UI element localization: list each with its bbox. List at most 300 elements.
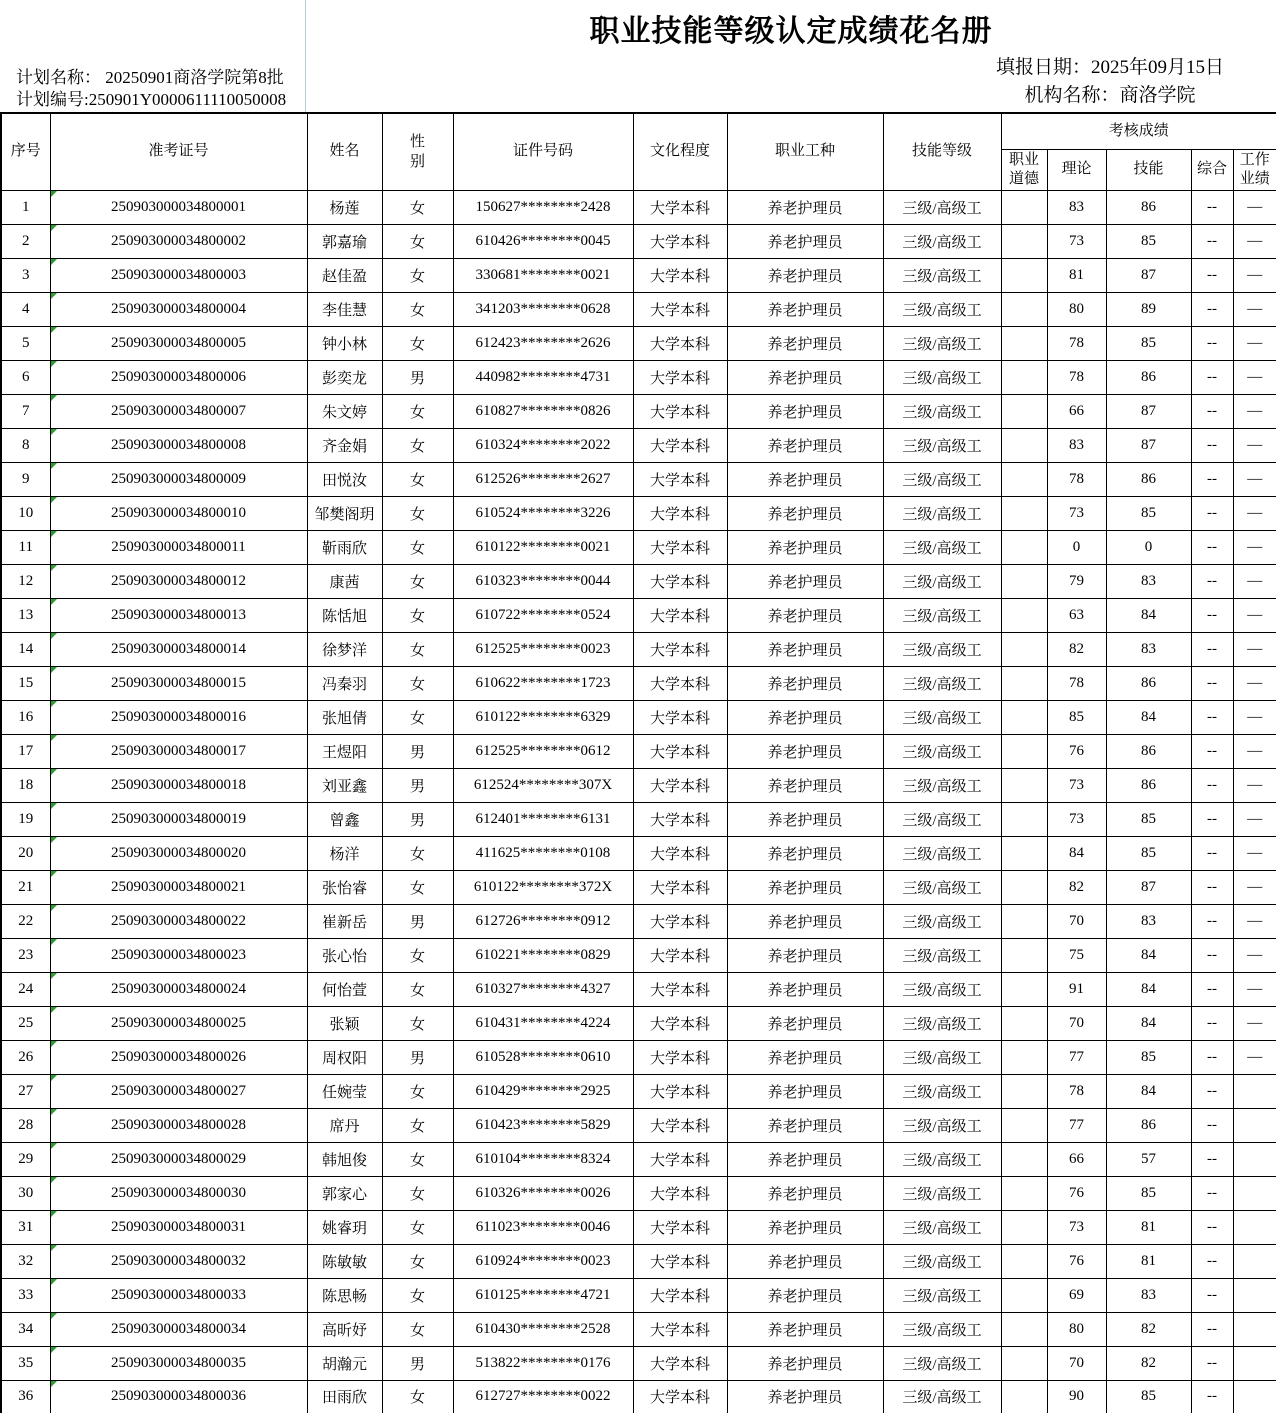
cell-theory-score[interactable]: 82 (1047, 870, 1106, 904)
cell-skill-score[interactable]: 83 (1106, 904, 1191, 938)
cell-skill-level[interactable]: 三级/高级工 (883, 598, 1001, 632)
cell-skill-level[interactable]: 三级/高级工 (883, 904, 1001, 938)
cell-skill-score[interactable]: 84 (1106, 972, 1191, 1006)
cell-ethics-score[interactable] (1001, 1312, 1047, 1346)
cell-education[interactable]: 大学本科 (633, 802, 727, 836)
cell-work-performance[interactable] (1233, 1074, 1276, 1108)
cell-ethics-score[interactable] (1001, 1074, 1047, 1108)
cell-admission-no[interactable]: 250903000034800035 (50, 1346, 307, 1380)
cell-seq[interactable]: 35 (1, 1346, 50, 1380)
cell-gender[interactable]: 女 (382, 1244, 453, 1278)
cell-name[interactable]: 田悦汝 (307, 462, 382, 496)
cell-skill-level[interactable]: 三级/高级工 (883, 1040, 1001, 1074)
cell-gender[interactable]: 女 (382, 1108, 453, 1142)
cell-theory-score[interactable]: 78 (1047, 1074, 1106, 1108)
cell-skill-level[interactable]: 三级/高级工 (883, 326, 1001, 360)
cell-name[interactable]: 郭嘉瑜 (307, 224, 382, 258)
cell-seq[interactable]: 26 (1, 1040, 50, 1074)
cell-skill-score[interactable]: 85 (1106, 1380, 1191, 1413)
cell-gender[interactable]: 女 (382, 870, 453, 904)
cell-skill-score[interactable]: 86 (1106, 190, 1191, 224)
cell-work-performance[interactable]: — (1233, 224, 1276, 258)
cell-occupation[interactable]: 养老护理员 (727, 1210, 883, 1244)
cell-theory-score[interactable]: 76 (1047, 1244, 1106, 1278)
cell-seq[interactable]: 13 (1, 598, 50, 632)
cell-comprehensive-score[interactable]: -- (1191, 530, 1233, 564)
cell-occupation[interactable]: 养老护理员 (727, 530, 883, 564)
cell-admission-no[interactable]: 250903000034800028 (50, 1108, 307, 1142)
cell-occupation[interactable]: 养老护理员 (727, 1074, 883, 1108)
cell-education[interactable]: 大学本科 (633, 1108, 727, 1142)
cell-name[interactable]: 韩旭俊 (307, 1142, 382, 1176)
cell-gender[interactable]: 女 (382, 462, 453, 496)
cell-theory-score[interactable]: 69 (1047, 1278, 1106, 1312)
cell-occupation[interactable]: 养老护理员 (727, 700, 883, 734)
cell-id-no[interactable]: 610125********4721 (453, 1278, 633, 1312)
cell-ethics-score[interactable] (1001, 394, 1047, 428)
cell-occupation[interactable]: 养老护理员 (727, 394, 883, 428)
cell-seq[interactable]: 17 (1, 734, 50, 768)
cell-admission-no[interactable]: 250903000034800011 (50, 530, 307, 564)
cell-work-performance[interactable]: — (1233, 258, 1276, 292)
cell-theory-score[interactable]: 91 (1047, 972, 1106, 1006)
cell-ethics-score[interactable] (1001, 1210, 1047, 1244)
cell-name[interactable]: 郭家心 (307, 1176, 382, 1210)
cell-seq[interactable]: 29 (1, 1142, 50, 1176)
cell-work-performance[interactable]: — (1233, 190, 1276, 224)
cell-skill-score[interactable]: 87 (1106, 394, 1191, 428)
cell-comprehensive-score[interactable]: -- (1191, 1312, 1233, 1346)
cell-comprehensive-score[interactable]: -- (1191, 870, 1233, 904)
cell-seq[interactable]: 3 (1, 258, 50, 292)
cell-comprehensive-score[interactable]: -- (1191, 972, 1233, 1006)
cell-skill-level[interactable]: 三级/高级工 (883, 1142, 1001, 1176)
cell-skill-score[interactable]: 81 (1106, 1210, 1191, 1244)
cell-theory-score[interactable]: 82 (1047, 632, 1106, 666)
col-header-comprehensive[interactable]: 综合 (1191, 149, 1233, 190)
cell-skill-score[interactable]: 85 (1106, 224, 1191, 258)
cell-theory-score[interactable]: 85 (1047, 700, 1106, 734)
cell-id-no[interactable]: 411625********0108 (453, 836, 633, 870)
cell-work-performance[interactable]: — (1233, 700, 1276, 734)
cell-theory-score[interactable]: 81 (1047, 258, 1106, 292)
cell-comprehensive-score[interactable]: -- (1191, 292, 1233, 326)
cell-gender[interactable]: 女 (382, 1142, 453, 1176)
cell-ethics-score[interactable] (1001, 1006, 1047, 1040)
cell-skill-level[interactable]: 三级/高级工 (883, 360, 1001, 394)
cell-name[interactable]: 杨洋 (307, 836, 382, 870)
col-header-skill-score[interactable]: 技能 (1106, 149, 1191, 190)
cell-seq[interactable]: 5 (1, 326, 50, 360)
col-header-education[interactable]: 文化程度 (633, 113, 727, 190)
cell-occupation[interactable]: 养老护理员 (727, 666, 883, 700)
cell-occupation[interactable]: 养老护理员 (727, 938, 883, 972)
cell-education[interactable]: 大学本科 (633, 632, 727, 666)
cell-education[interactable]: 大学本科 (633, 496, 727, 530)
cell-seq[interactable]: 32 (1, 1244, 50, 1278)
col-header-admission-no[interactable]: 准考证号 (50, 113, 307, 190)
cell-skill-score[interactable]: 83 (1106, 632, 1191, 666)
cell-theory-score[interactable]: 73 (1047, 802, 1106, 836)
cell-name[interactable]: 邹樊阁玥 (307, 496, 382, 530)
cell-work-performance[interactable]: — (1233, 292, 1276, 326)
cell-ethics-score[interactable] (1001, 1244, 1047, 1278)
cell-skill-level[interactable]: 三级/高级工 (883, 1074, 1001, 1108)
cell-id-no[interactable]: 610221********0829 (453, 938, 633, 972)
cell-education[interactable]: 大学本科 (633, 1278, 727, 1312)
cell-comprehensive-score[interactable]: -- (1191, 1278, 1233, 1312)
cell-education[interactable]: 大学本科 (633, 904, 727, 938)
cell-skill-level[interactable]: 三级/高级工 (883, 836, 1001, 870)
cell-admission-no[interactable]: 250903000034800007 (50, 394, 307, 428)
cell-admission-no[interactable]: 250903000034800002 (50, 224, 307, 258)
cell-comprehensive-score[interactable]: -- (1191, 428, 1233, 462)
cell-skill-score[interactable]: 86 (1106, 768, 1191, 802)
cell-comprehensive-score[interactable]: -- (1191, 666, 1233, 700)
cell-id-no[interactable]: 610622********1723 (453, 666, 633, 700)
cell-seq[interactable]: 16 (1, 700, 50, 734)
cell-skill-level[interactable]: 三级/高级工 (883, 292, 1001, 326)
cell-ethics-score[interactable] (1001, 700, 1047, 734)
cell-skill-score[interactable]: 86 (1106, 360, 1191, 394)
cell-admission-no[interactable]: 250903000034800015 (50, 666, 307, 700)
cell-id-no[interactable]: 610524********3226 (453, 496, 633, 530)
cell-gender[interactable]: 女 (382, 224, 453, 258)
cell-education[interactable]: 大学本科 (633, 258, 727, 292)
cell-comprehensive-score[interactable]: -- (1191, 360, 1233, 394)
cell-ethics-score[interactable] (1001, 972, 1047, 1006)
cell-ethics-score[interactable] (1001, 734, 1047, 768)
cell-occupation[interactable]: 养老护理员 (727, 1244, 883, 1278)
cell-admission-no[interactable]: 250903000034800031 (50, 1210, 307, 1244)
cell-work-performance[interactable]: — (1233, 530, 1276, 564)
cell-id-no[interactable]: 610426********0045 (453, 224, 633, 258)
cell-name[interactable]: 曾鑫 (307, 802, 382, 836)
cell-name[interactable]: 康茜 (307, 564, 382, 598)
cell-admission-no[interactable]: 250903000034800027 (50, 1074, 307, 1108)
cell-theory-score[interactable]: 0 (1047, 530, 1106, 564)
cell-id-no[interactable]: 610429********2925 (453, 1074, 633, 1108)
cell-seq[interactable]: 21 (1, 870, 50, 904)
cell-id-no[interactable]: 610430********2528 (453, 1312, 633, 1346)
cell-occupation[interactable]: 养老护理员 (727, 1108, 883, 1142)
cell-education[interactable]: 大学本科 (633, 734, 727, 768)
cell-admission-no[interactable]: 250903000034800018 (50, 768, 307, 802)
cell-id-no[interactable]: 612526********2627 (453, 462, 633, 496)
cell-admission-no[interactable]: 250903000034800023 (50, 938, 307, 972)
cell-comprehensive-score[interactable]: -- (1191, 496, 1233, 530)
cell-seq[interactable]: 31 (1, 1210, 50, 1244)
cell-ethics-score[interactable] (1001, 564, 1047, 598)
cell-id-no[interactable]: 612726********0912 (453, 904, 633, 938)
cell-admission-no[interactable]: 250903000034800032 (50, 1244, 307, 1278)
cell-occupation[interactable]: 养老护理员 (727, 972, 883, 1006)
cell-admission-no[interactable]: 250903000034800033 (50, 1278, 307, 1312)
cell-comprehensive-score[interactable]: -- (1191, 394, 1233, 428)
cell-skill-level[interactable]: 三级/高级工 (883, 734, 1001, 768)
cell-occupation[interactable]: 养老护理员 (727, 564, 883, 598)
cell-ethics-score[interactable] (1001, 1108, 1047, 1142)
cell-work-performance[interactable] (1233, 1312, 1276, 1346)
cell-ethics-score[interactable] (1001, 938, 1047, 972)
cell-skill-score[interactable]: 84 (1106, 1006, 1191, 1040)
col-header-name[interactable]: 姓名 (307, 113, 382, 190)
cell-seq[interactable]: 2 (1, 224, 50, 258)
cell-seq[interactable]: 11 (1, 530, 50, 564)
cell-comprehensive-score[interactable]: -- (1191, 462, 1233, 496)
cell-work-performance[interactable]: — (1233, 666, 1276, 700)
cell-theory-score[interactable]: 83 (1047, 428, 1106, 462)
cell-skill-level[interactable]: 三级/高级工 (883, 394, 1001, 428)
cell-gender[interactable]: 女 (382, 666, 453, 700)
cell-ethics-score[interactable] (1001, 1346, 1047, 1380)
cell-name[interactable]: 徐梦洋 (307, 632, 382, 666)
cell-name[interactable]: 张颖 (307, 1006, 382, 1040)
col-header-work-performance[interactable]: 工作业绩 (1233, 149, 1276, 190)
cell-skill-score[interactable]: 83 (1106, 1278, 1191, 1312)
cell-admission-no[interactable]: 250903000034800017 (50, 734, 307, 768)
cell-theory-score[interactable]: 70 (1047, 904, 1106, 938)
cell-skill-score[interactable]: 85 (1106, 496, 1191, 530)
cell-skill-score[interactable]: 57 (1106, 1142, 1191, 1176)
cell-skill-score[interactable]: 84 (1106, 700, 1191, 734)
cell-skill-level[interactable]: 三级/高级工 (883, 1244, 1001, 1278)
cell-skill-score[interactable]: 89 (1106, 292, 1191, 326)
cell-occupation[interactable]: 养老护理员 (727, 1312, 883, 1346)
cell-ethics-score[interactable] (1001, 870, 1047, 904)
cell-name[interactable]: 姚睿玥 (307, 1210, 382, 1244)
cell-work-performance[interactable] (1233, 1278, 1276, 1312)
cell-name[interactable]: 朱文婷 (307, 394, 382, 428)
cell-admission-no[interactable]: 250903000034800005 (50, 326, 307, 360)
cell-admission-no[interactable]: 250903000034800019 (50, 802, 307, 836)
cell-name[interactable]: 钟小林 (307, 326, 382, 360)
cell-gender[interactable]: 男 (382, 734, 453, 768)
cell-skill-score[interactable]: 84 (1106, 1074, 1191, 1108)
cell-gender[interactable]: 女 (382, 700, 453, 734)
cell-skill-score[interactable]: 86 (1106, 734, 1191, 768)
cell-id-no[interactable]: 610528********0610 (453, 1040, 633, 1074)
cell-gender[interactable]: 女 (382, 1380, 453, 1413)
cell-skill-score[interactable]: 82 (1106, 1346, 1191, 1380)
cell-admission-no[interactable]: 250903000034800036 (50, 1380, 307, 1413)
cell-skill-level[interactable]: 三级/高级工 (883, 258, 1001, 292)
cell-education[interactable]: 大学本科 (633, 1142, 727, 1176)
cell-occupation[interactable]: 养老护理员 (727, 496, 883, 530)
cell-skill-score[interactable]: 86 (1106, 1108, 1191, 1142)
cell-ethics-score[interactable] (1001, 598, 1047, 632)
cell-education[interactable]: 大学本科 (633, 768, 727, 802)
cell-education[interactable]: 大学本科 (633, 1040, 727, 1074)
cell-occupation[interactable]: 养老护理员 (727, 1380, 883, 1413)
cell-skill-score[interactable]: 86 (1106, 666, 1191, 700)
cell-education[interactable]: 大学本科 (633, 1176, 727, 1210)
cell-ethics-score[interactable] (1001, 1380, 1047, 1413)
cell-name[interactable]: 冯秦羽 (307, 666, 382, 700)
cell-id-no[interactable]: 610323********0044 (453, 564, 633, 598)
cell-education[interactable]: 大学本科 (633, 700, 727, 734)
cell-skill-level[interactable]: 三级/高级工 (883, 938, 1001, 972)
cell-gender[interactable]: 女 (382, 1176, 453, 1210)
cell-seq[interactable]: 23 (1, 938, 50, 972)
cell-name[interactable]: 陈思畅 (307, 1278, 382, 1312)
cell-theory-score[interactable]: 66 (1047, 1142, 1106, 1176)
cell-admission-no[interactable]: 250903000034800016 (50, 700, 307, 734)
cell-occupation[interactable]: 养老护理员 (727, 836, 883, 870)
cell-id-no[interactable]: 612727********0022 (453, 1380, 633, 1413)
cell-gender[interactable]: 女 (382, 530, 453, 564)
cell-gender[interactable]: 女 (382, 938, 453, 972)
col-header-occupation[interactable]: 职业工种 (727, 113, 883, 190)
cell-ethics-score[interactable] (1001, 1176, 1047, 1210)
cell-theory-score[interactable]: 75 (1047, 938, 1106, 972)
cell-seq[interactable]: 33 (1, 1278, 50, 1312)
cell-theory-score[interactable]: 80 (1047, 292, 1106, 326)
cell-theory-score[interactable]: 63 (1047, 598, 1106, 632)
col-header-skill-level[interactable]: 技能等级 (883, 113, 1001, 190)
cell-comprehensive-score[interactable]: -- (1191, 632, 1233, 666)
cell-education[interactable]: 大学本科 (633, 938, 727, 972)
cell-name[interactable]: 张旭倩 (307, 700, 382, 734)
cell-admission-no[interactable]: 250903000034800001 (50, 190, 307, 224)
cell-admission-no[interactable]: 250903000034800034 (50, 1312, 307, 1346)
cell-theory-score[interactable]: 70 (1047, 1346, 1106, 1380)
cell-gender[interactable]: 女 (382, 292, 453, 326)
cell-skill-score[interactable]: 84 (1106, 598, 1191, 632)
cell-admission-no[interactable]: 250903000034800008 (50, 428, 307, 462)
cell-seq[interactable]: 27 (1, 1074, 50, 1108)
cell-ethics-score[interactable] (1001, 836, 1047, 870)
cell-comprehensive-score[interactable]: -- (1191, 190, 1233, 224)
cell-ethics-score[interactable] (1001, 1278, 1047, 1312)
cell-work-performance[interactable]: — (1233, 462, 1276, 496)
cell-comprehensive-score[interactable]: -- (1191, 564, 1233, 598)
cell-comprehensive-score[interactable]: -- (1191, 1006, 1233, 1040)
cell-seq[interactable]: 34 (1, 1312, 50, 1346)
cell-ethics-score[interactable] (1001, 224, 1047, 258)
cell-skill-level[interactable]: 三级/高级工 (883, 870, 1001, 904)
cell-skill-level[interactable]: 三级/高级工 (883, 700, 1001, 734)
cell-education[interactable]: 大学本科 (633, 972, 727, 1006)
cell-education[interactable]: 大学本科 (633, 1210, 727, 1244)
cell-admission-no[interactable]: 250903000034800006 (50, 360, 307, 394)
cell-occupation[interactable]: 养老护理员 (727, 292, 883, 326)
cell-admission-no[interactable]: 250903000034800012 (50, 564, 307, 598)
cell-gender[interactable]: 女 (382, 972, 453, 1006)
cell-gender[interactable]: 女 (382, 1006, 453, 1040)
cell-seq[interactable]: 6 (1, 360, 50, 394)
cell-work-performance[interactable] (1233, 1244, 1276, 1278)
cell-ethics-score[interactable] (1001, 666, 1047, 700)
cell-gender[interactable]: 女 (382, 1210, 453, 1244)
cell-education[interactable]: 大学本科 (633, 394, 727, 428)
cell-skill-score[interactable]: 84 (1106, 938, 1191, 972)
col-header-ethics[interactable]: 职业道德 (1001, 149, 1047, 190)
cell-occupation[interactable]: 养老护理员 (727, 326, 883, 360)
cell-id-no[interactable]: 610122********0021 (453, 530, 633, 564)
col-header-theory[interactable]: 理论 (1047, 149, 1106, 190)
cell-name[interactable]: 张心怡 (307, 938, 382, 972)
cell-comprehensive-score[interactable]: -- (1191, 904, 1233, 938)
cell-skill-score[interactable]: 83 (1106, 564, 1191, 598)
cell-skill-score[interactable]: 86 (1106, 462, 1191, 496)
cell-comprehensive-score[interactable]: -- (1191, 1380, 1233, 1413)
cell-occupation[interactable]: 养老护理员 (727, 904, 883, 938)
cell-education[interactable]: 大学本科 (633, 224, 727, 258)
cell-admission-no[interactable]: 250903000034800013 (50, 598, 307, 632)
cell-occupation[interactable]: 养老护理员 (727, 462, 883, 496)
cell-admission-no[interactable]: 250903000034800024 (50, 972, 307, 1006)
cell-gender[interactable]: 女 (382, 564, 453, 598)
cell-comprehensive-score[interactable]: -- (1191, 1040, 1233, 1074)
cell-work-performance[interactable]: — (1233, 1006, 1276, 1040)
cell-skill-level[interactable]: 三级/高级工 (883, 972, 1001, 1006)
cell-theory-score[interactable]: 78 (1047, 360, 1106, 394)
cell-occupation[interactable]: 养老护理员 (727, 1040, 883, 1074)
cell-ethics-score[interactable] (1001, 768, 1047, 802)
cell-skill-score[interactable]: 81 (1106, 1244, 1191, 1278)
cell-comprehensive-score[interactable]: -- (1191, 1108, 1233, 1142)
cell-seq[interactable]: 20 (1, 836, 50, 870)
cell-education[interactable]: 大学本科 (633, 428, 727, 462)
cell-comprehensive-score[interactable]: -- (1191, 1346, 1233, 1380)
cell-comprehensive-score[interactable]: -- (1191, 1176, 1233, 1210)
cell-name[interactable]: 任婉莹 (307, 1074, 382, 1108)
cell-admission-no[interactable]: 250903000034800030 (50, 1176, 307, 1210)
cell-gender[interactable]: 女 (382, 632, 453, 666)
cell-theory-score[interactable]: 76 (1047, 1176, 1106, 1210)
cell-theory-score[interactable]: 80 (1047, 1312, 1106, 1346)
cell-ethics-score[interactable] (1001, 802, 1047, 836)
cell-ethics-score[interactable] (1001, 190, 1047, 224)
cell-id-no[interactable]: 612525********0612 (453, 734, 633, 768)
cell-theory-score[interactable]: 76 (1047, 734, 1106, 768)
cell-skill-level[interactable]: 三级/高级工 (883, 1210, 1001, 1244)
cell-work-performance[interactable]: — (1233, 938, 1276, 972)
cell-seq[interactable]: 8 (1, 428, 50, 462)
cell-education[interactable]: 大学本科 (633, 1346, 727, 1380)
cell-occupation[interactable]: 养老护理员 (727, 428, 883, 462)
cell-theory-score[interactable]: 90 (1047, 1380, 1106, 1413)
cell-gender[interactable]: 女 (382, 190, 453, 224)
cell-admission-no[interactable]: 250903000034800025 (50, 1006, 307, 1040)
cell-education[interactable]: 大学本科 (633, 1380, 727, 1413)
cell-admission-no[interactable]: 250903000034800020 (50, 836, 307, 870)
cell-ethics-score[interactable] (1001, 632, 1047, 666)
cell-theory-score[interactable]: 84 (1047, 836, 1106, 870)
cell-id-no[interactable]: 610324********2022 (453, 428, 633, 462)
cell-skill-level[interactable]: 三级/高级工 (883, 666, 1001, 700)
cell-seq[interactable]: 15 (1, 666, 50, 700)
cell-work-performance[interactable] (1233, 1210, 1276, 1244)
cell-education[interactable]: 大学本科 (633, 530, 727, 564)
cell-education[interactable]: 大学本科 (633, 598, 727, 632)
cell-gender[interactable]: 女 (382, 326, 453, 360)
cell-name[interactable]: 刘亚鑫 (307, 768, 382, 802)
cell-occupation[interactable]: 养老护理员 (727, 1142, 883, 1176)
cell-work-performance[interactable]: — (1233, 564, 1276, 598)
cell-admission-no[interactable]: 250903000034800026 (50, 1040, 307, 1074)
cell-ethics-score[interactable] (1001, 1142, 1047, 1176)
cell-ethics-score[interactable] (1001, 258, 1047, 292)
cell-gender[interactable]: 女 (382, 1278, 453, 1312)
cell-theory-score[interactable]: 83 (1047, 190, 1106, 224)
cell-seq[interactable]: 18 (1, 768, 50, 802)
cell-id-no[interactable]: 610327********4327 (453, 972, 633, 1006)
cell-gender[interactable]: 男 (382, 1040, 453, 1074)
cell-name[interactable]: 高昕妤 (307, 1312, 382, 1346)
cell-comprehensive-score[interactable]: -- (1191, 734, 1233, 768)
